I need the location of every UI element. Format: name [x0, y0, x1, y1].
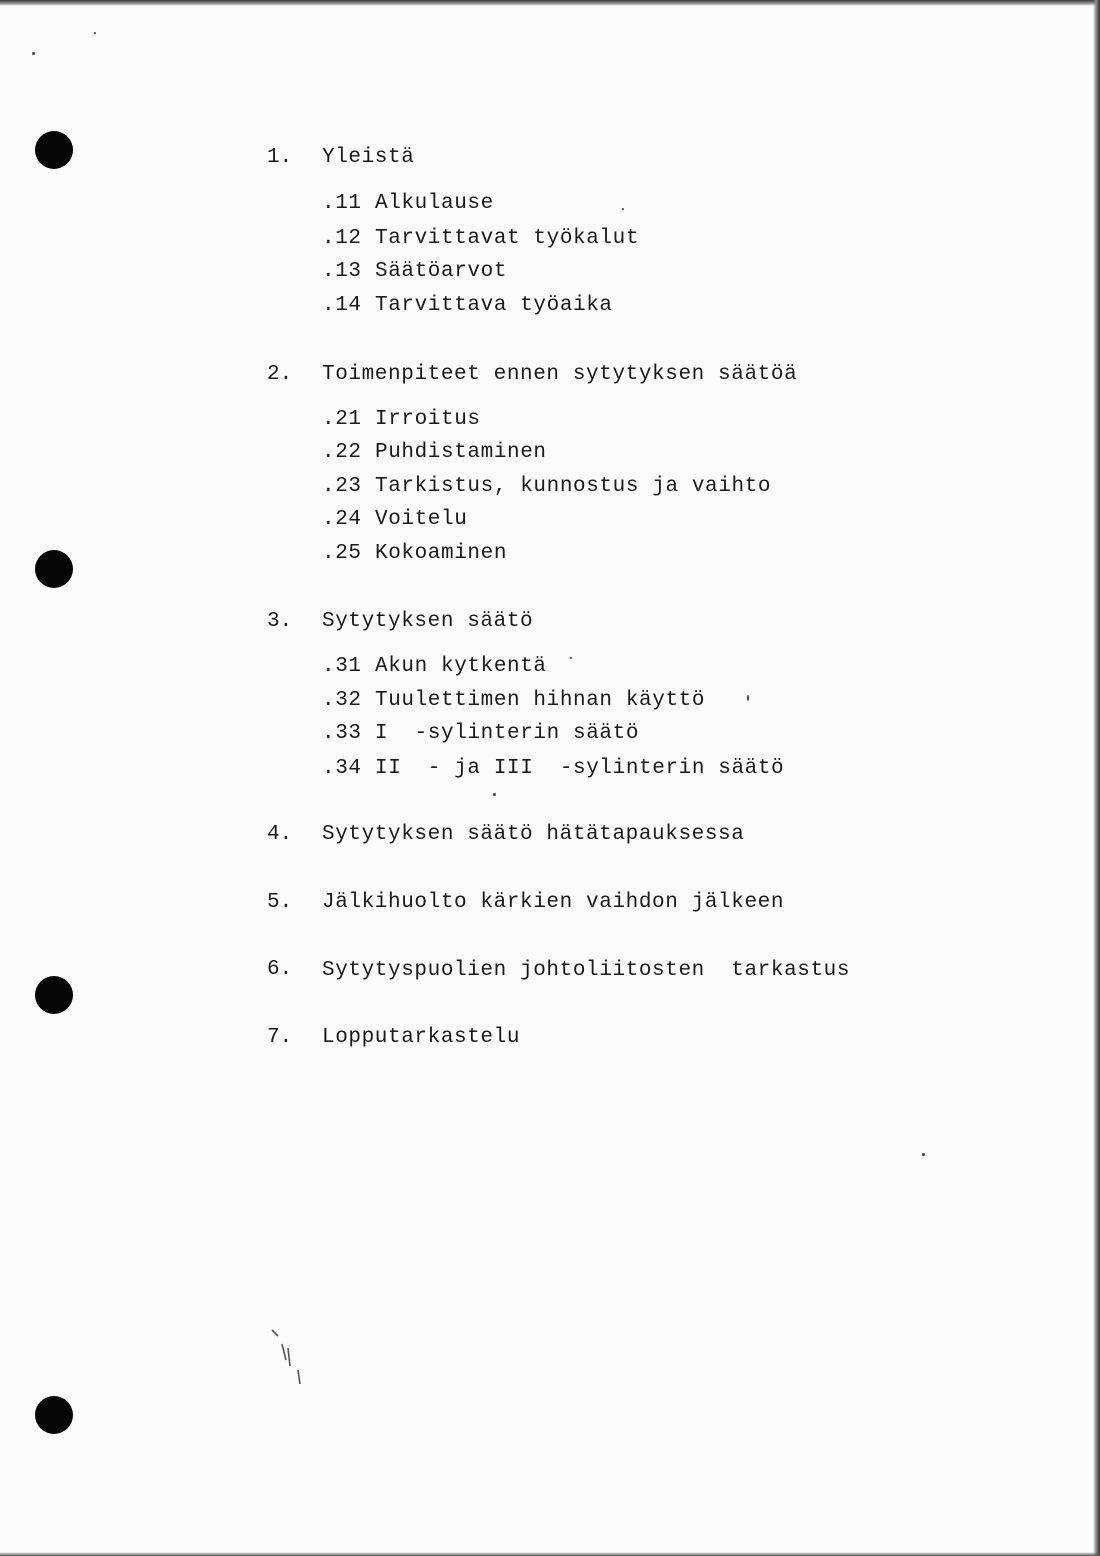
subsection-label: Kokoaminen: [375, 542, 508, 565]
section-number: 3.: [267, 610, 293, 633]
subsection-code: .11: [322, 192, 362, 215]
subsection-code: .21: [322, 408, 362, 431]
section-number: 5.: [267, 891, 293, 914]
section-title: Jälkihuolto kärkien vaihdon jälkeen: [322, 891, 785, 914]
subsection-label: Tarkistus, kunnostus ja vaihto: [375, 475, 772, 498]
subsection-label: Irroitus: [375, 408, 481, 431]
section-number: 6.: [267, 958, 293, 981]
subsection-label: Tarvittava työaika: [375, 294, 613, 317]
subsection-label: II - ja III -sylinterin säätö: [375, 757, 785, 780]
subsection-code: .23: [322, 475, 362, 498]
subsection-label: Voitelu: [375, 508, 468, 531]
subsection-code: .12: [322, 227, 362, 250]
subsection-code: .14: [322, 294, 362, 317]
subsection-code: .33: [322, 722, 362, 745]
subsection-label: I -sylinterin säätö: [375, 722, 640, 745]
subsection-code: .22: [322, 441, 362, 464]
section-title: Yleistä: [322, 146, 415, 169]
subsection-label: Puhdistaminen: [375, 441, 547, 464]
subsection-label: Akun kytkentä: [375, 655, 547, 678]
subsection-code: .32: [322, 689, 362, 712]
subsection-code: .24: [322, 508, 362, 531]
section-number: 1.: [267, 146, 293, 169]
subsection-label: Alkulause: [375, 192, 494, 215]
section-number: 2.: [267, 363, 293, 386]
subsection-label: Säätöarvot: [375, 260, 508, 283]
section-number: 7.: [267, 1026, 293, 1049]
section-title: Lopputarkastelu: [322, 1026, 521, 1049]
subsection-code: .34: [322, 757, 362, 780]
subsection-code: .25: [322, 542, 362, 565]
subsection-code: .13: [322, 260, 362, 283]
subsection-label: Tuulettimen hihnan käyttö: [375, 689, 706, 712]
section-number: 4.: [267, 823, 293, 846]
subsection-code: .31: [322, 655, 362, 678]
subsection-label: Tarvittavat työkalut: [375, 227, 640, 250]
section-title: Sytytyspuolien johtoliitosten tarkastus: [322, 959, 851, 982]
section-title: Toimenpiteet ennen sytytyksen säätöä: [322, 363, 798, 386]
section-title: Sytytyksen säätö hätätapauksessa: [322, 823, 745, 846]
section-title: Sytytyksen säätö: [322, 610, 534, 633]
